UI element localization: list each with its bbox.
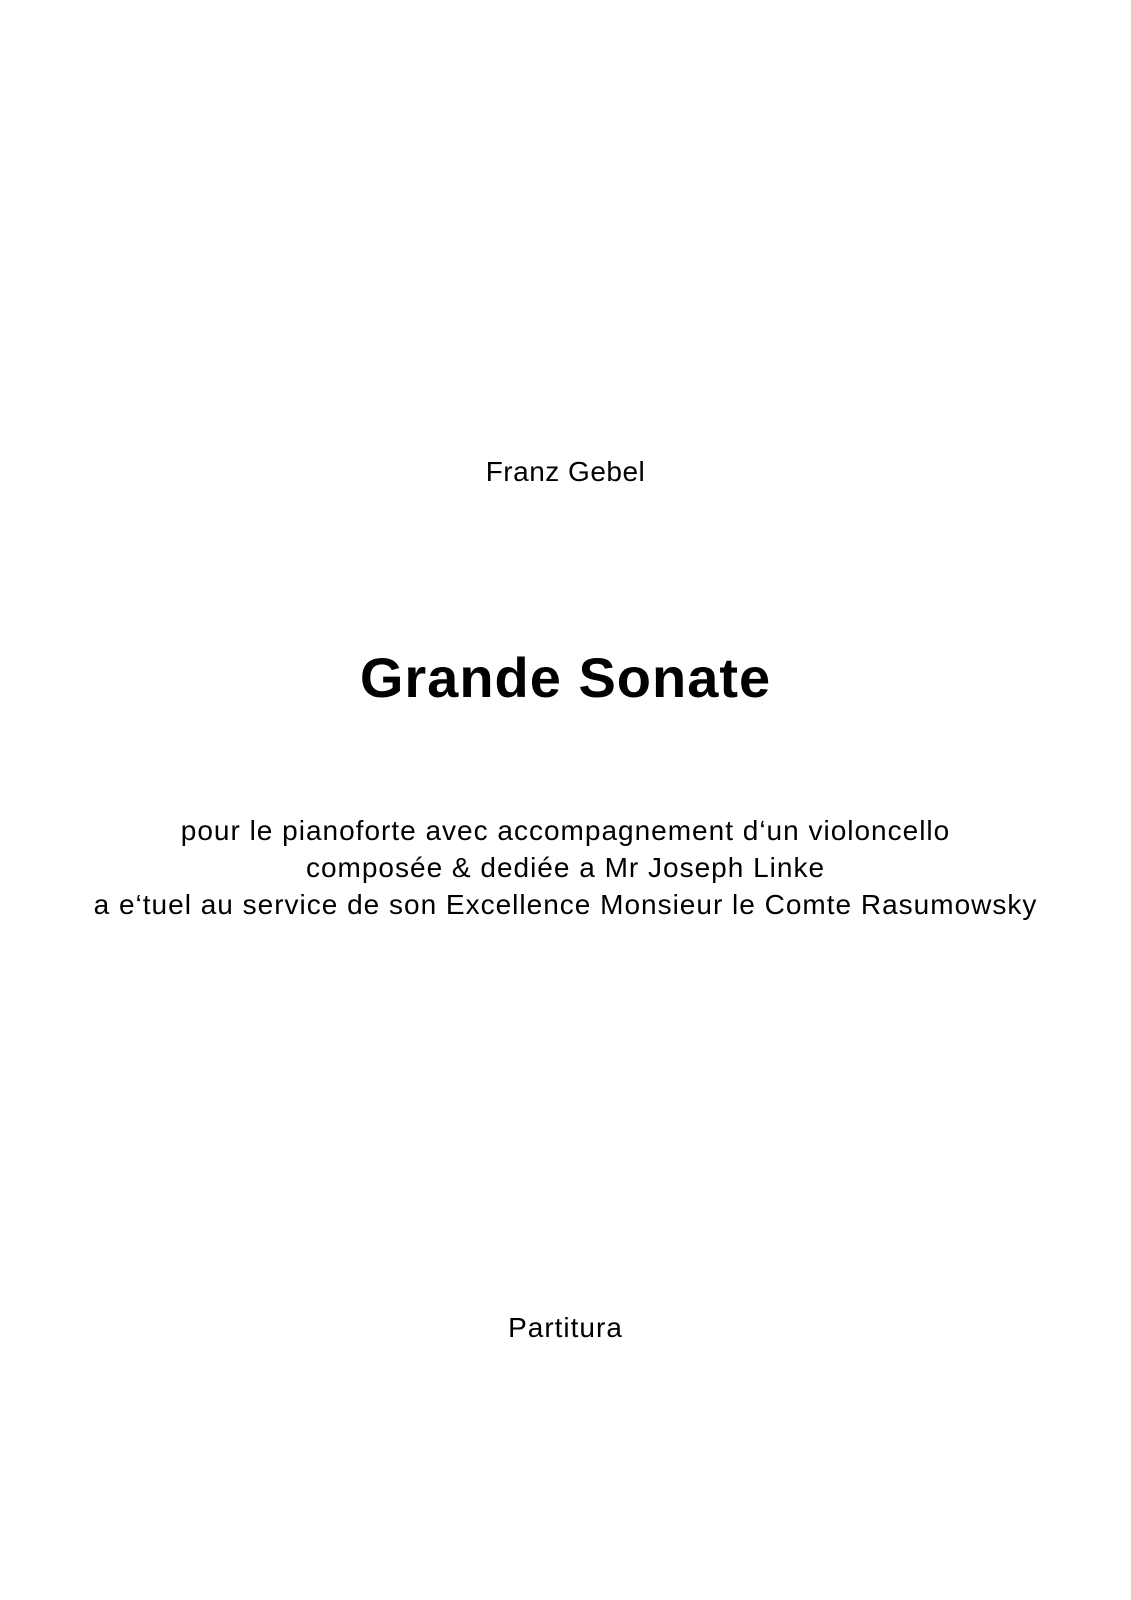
dedication-line-2: composée & dediée a Mr Joseph Linke — [305, 852, 826, 883]
part-label: Partitura — [508, 1312, 623, 1343]
composer-name: Franz Gebel — [485, 456, 646, 487]
dedication-block — [0, 812, 1131, 923]
page-title: Grande Sonate — [359, 646, 772, 709]
dedication-line-3: a e‘tuel au service de son Excellence Monsieur le Comte Rasumowsky — [93, 889, 1038, 920]
dedication-line-1: pour le pianoforte avec accompagnement d‘un violoncello — [180, 815, 951, 846]
